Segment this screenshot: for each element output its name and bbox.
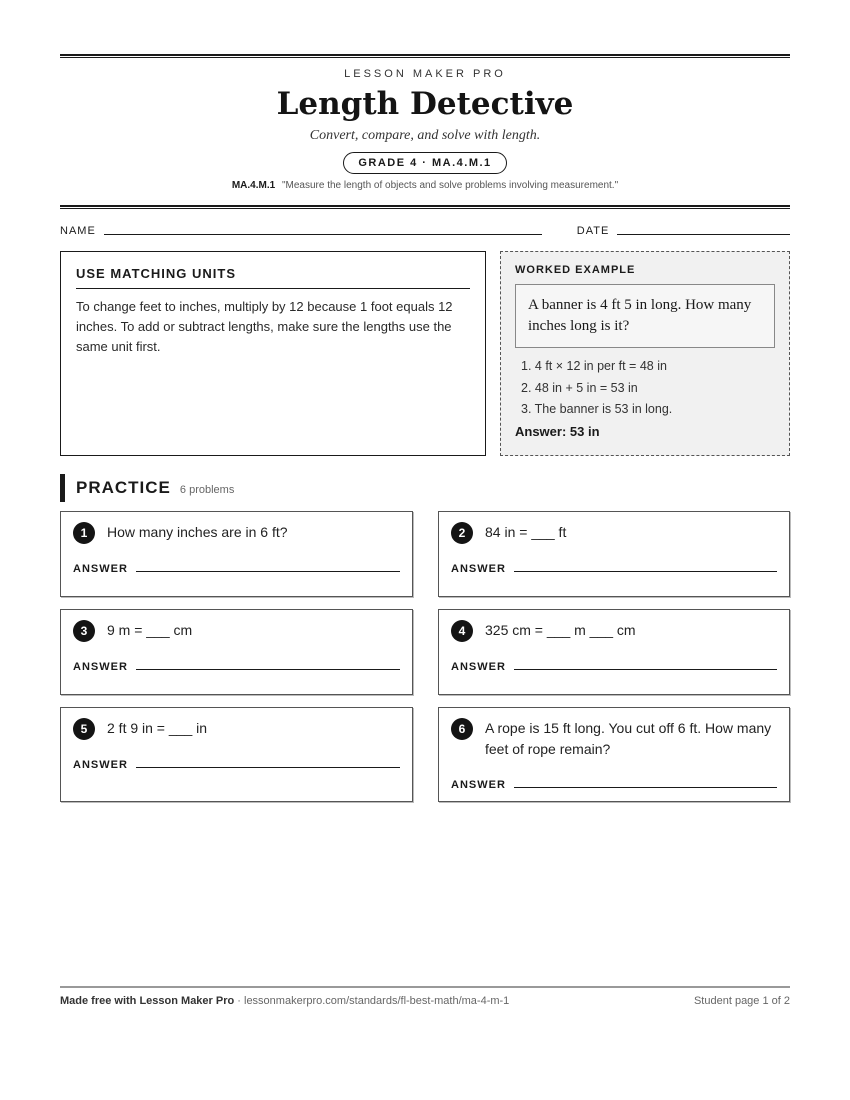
- problem-card-2: [438, 511, 790, 597]
- concept-box: [60, 251, 486, 456]
- name-field[interactable]: [104, 234, 542, 235]
- page-footer: [60, 986, 790, 1007]
- example-step: 1. 4 ft × 12 in per ft = 48 in: [521, 359, 667, 373]
- answer-label: ANSWER: [451, 563, 506, 575]
- answer-field[interactable]: [514, 669, 777, 670]
- problem-card-4: [438, 609, 790, 695]
- problem-card-6: [438, 707, 790, 802]
- example-step: 2. 48 in + 5 in = 53 in: [521, 380, 638, 395]
- worked-example-box: [500, 251, 790, 456]
- answer-label: ANSWER: [73, 759, 128, 771]
- grade-badge: GRADE 4 · MA.4.M.1: [343, 152, 506, 174]
- practice-grid: [60, 511, 790, 802]
- problem-card-1: [60, 511, 413, 597]
- example-answer: Answer: 53 in: [515, 423, 600, 439]
- problem-text: 2 ft 9 in = ___ in: [107, 720, 208, 736]
- footer-page-number: Student page 1 of 2: [693, 995, 790, 1007]
- example-step: 3. The banner is 53 in long.: [521, 402, 673, 416]
- example-prompt: A banner is 4 ft 5 in long. How many inches long is it?: [515, 284, 775, 348]
- worksheet-subtitle: Convert, compare, and solve with length.: [309, 128, 541, 143]
- answer-field[interactable]: [514, 787, 777, 788]
- answer-label: ANSWER: [73, 563, 128, 575]
- problem-text: 84 in = ___ ft: [485, 524, 567, 540]
- standard-text: "Measure the length of objects and solve problems involving measurement.": [281, 180, 619, 191]
- worksheet-page: [60, 54, 790, 802]
- practice-heading: [60, 474, 790, 502]
- answer-field[interactable]: [136, 767, 400, 768]
- standard-code: MA.4.M.1: [231, 180, 276, 191]
- example-steps: [515, 356, 775, 421]
- answer-field[interactable]: [514, 571, 777, 572]
- standard-line: [60, 180, 790, 191]
- problem-number: 5: [73, 718, 95, 740]
- example-heading: WORKED EXAMPLE: [515, 264, 636, 276]
- problem-number: 6: [451, 718, 473, 740]
- worksheet-title: Length Detective: [276, 86, 574, 122]
- answer-label: ANSWER: [73, 661, 128, 673]
- answer-label: ANSWER: [451, 661, 506, 673]
- answer-field[interactable]: [136, 571, 400, 572]
- practice-title: PRACTICE: [76, 478, 171, 497]
- header-rule: [60, 205, 790, 209]
- problem-number: 4: [451, 620, 473, 642]
- problem-number: 3: [73, 620, 95, 642]
- name-date-row: [60, 225, 790, 237]
- problem-number: 2: [451, 522, 473, 544]
- brand-label: LESSON MAKER PRO: [344, 68, 506, 80]
- problem-card-5: [60, 707, 413, 802]
- footer-url[interactable]: · lessonmakerpro.com/standards/fl-best-math/ma-4-m-1: [234, 995, 510, 1007]
- problem-card-3: [60, 609, 413, 695]
- date-label: DATE: [576, 225, 610, 237]
- concept-heading: USE MATCHING UNITS: [76, 266, 470, 289]
- problem-text: A rope is 15 ft long. You cut off 6 ft. How many feet of rope remain?: [485, 720, 772, 757]
- footer-made-with: Made free with Lesson Maker Pro: [60, 995, 235, 1007]
- problem-number: 1: [73, 522, 95, 544]
- problem-text: 9 m = ___ cm: [107, 622, 193, 638]
- top-rule: [60, 54, 790, 58]
- answer-field[interactable]: [136, 669, 400, 670]
- problem-text: 325 cm = ___ m ___ cm: [485, 622, 636, 638]
- practice-count: 6 problems: [179, 484, 235, 496]
- date-field[interactable]: [617, 234, 790, 235]
- problem-text: How many inches are in 6 ft?: [107, 524, 288, 540]
- concept-body: To change feet to inches, multiply by 12 because 1 foot equals 12 inches. To add or subtract lengths, make sure the lengths use the same unit first.: [76, 299, 453, 354]
- answer-label: ANSWER: [451, 779, 506, 791]
- name-label: NAME: [60, 225, 96, 237]
